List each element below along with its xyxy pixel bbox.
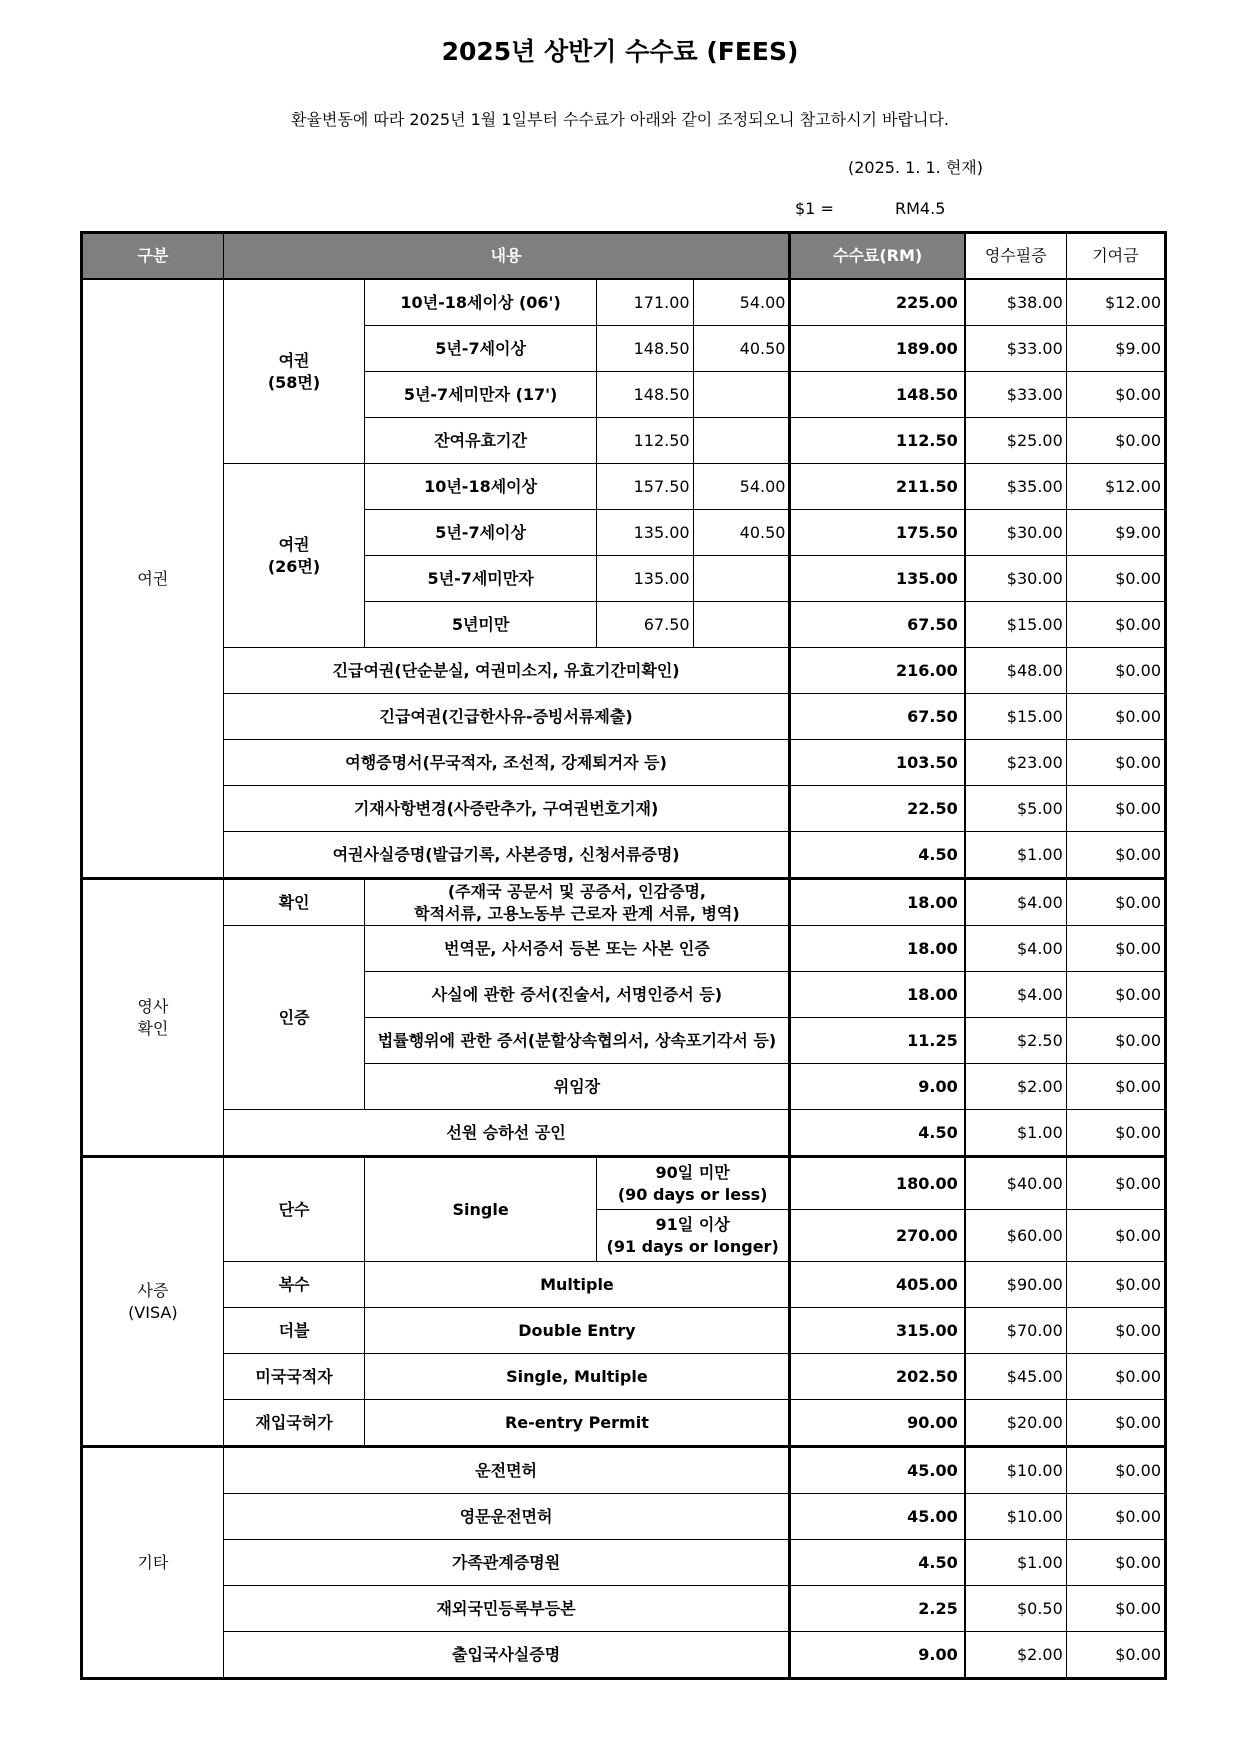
item-name: 5년미만 — [365, 602, 596, 648]
item-name: 5년-7세미만자 — [365, 556, 596, 602]
table-row — [82, 740, 1166, 786]
fee-rm: 189.00 — [790, 326, 965, 372]
receipt-stamp: $15.00 — [965, 602, 1067, 648]
item-name: 10년-18세이상 (06') — [365, 279, 596, 326]
subcategory-label: 재입국허가 — [223, 1400, 365, 1447]
contribution: $0.00 — [1066, 418, 1165, 464]
table-row — [82, 1308, 1166, 1354]
fee-rm: 2.25 — [790, 1586, 965, 1632]
contribution: $0.00 — [1066, 832, 1165, 879]
category-passport: 여권 — [82, 279, 224, 879]
page-title: 2025년 상반기 수수료 (FEES) — [441, 37, 799, 66]
header-contribution: 기여금 — [1066, 233, 1165, 280]
fee-rm: 18.00 — [790, 972, 965, 1018]
fee-rm: 45.00 — [790, 1447, 965, 1494]
fee-rm: 45.00 — [790, 1494, 965, 1540]
table-row — [82, 786, 1166, 832]
receipt-stamp: $25.00 — [965, 418, 1067, 464]
sub-fee-b — [693, 556, 790, 602]
item-name: 10년-18세이상 — [365, 464, 596, 510]
table-row — [82, 926, 1166, 972]
item-name: 법률행위에 관한 증서(분할상속협의서, 상속포기각서 등) — [365, 1018, 790, 1064]
table-row — [82, 1400, 1166, 1447]
contribution: $0.00 — [1066, 1632, 1165, 1679]
fee-rm: 18.00 — [790, 926, 965, 972]
subcategory-label: 더블 — [223, 1308, 365, 1354]
fee-rm: 103.50 — [790, 740, 965, 786]
header-category: 구분 — [82, 233, 224, 280]
sub-fee-b: 40.50 — [693, 326, 790, 372]
exchange-rate-usd: $1 = — [795, 199, 834, 218]
item-name: 사실에 관한 증서(진술서, 서명인증서 등) — [365, 972, 790, 1018]
fee-rm: 67.50 — [790, 694, 965, 740]
fee-rm: 202.50 — [790, 1354, 965, 1400]
fee-rm: 270.00 — [790, 1210, 965, 1262]
sub-fee-a: 112.50 — [596, 418, 693, 464]
sub-fee-a: 171.00 — [596, 279, 693, 326]
sub-fee-a: 148.50 — [596, 326, 693, 372]
item-name: 재외국민등록부등본 — [223, 1586, 790, 1632]
fee-rm: 216.00 — [790, 648, 965, 694]
table-row — [82, 879, 1166, 926]
sub-fee-b: 54.00 — [693, 464, 790, 510]
item-name: 기재사항변경(사증란추가, 구여권번호기재) — [223, 786, 790, 832]
contribution: $0.00 — [1066, 926, 1165, 972]
item-name: 영문운전면허 — [223, 1494, 790, 1540]
fee-rm: 112.50 — [790, 418, 965, 464]
category-visa: 사증 (VISA) — [82, 1157, 224, 1447]
receipt-stamp: $38.00 — [965, 279, 1067, 326]
receipt-stamp: $5.00 — [965, 786, 1067, 832]
item-name: 번역문, 사서증서 등본 또는 사본 인증 — [365, 926, 790, 972]
receipt-stamp: $48.00 — [965, 648, 1067, 694]
sub-fee-a: 135.00 — [596, 556, 693, 602]
subcategory-label: 복수 — [223, 1262, 365, 1308]
contribution: $0.00 — [1066, 1540, 1165, 1586]
subcategory-passport-58: 여권 (58면) — [223, 279, 365, 464]
fee-rm: 315.00 — [790, 1308, 965, 1354]
item-name: 91일 이상 (91 days or longer) — [596, 1210, 790, 1262]
sub-fee-a: 135.00 — [596, 510, 693, 556]
contribution: $0.00 — [1066, 740, 1165, 786]
fee-rm: 405.00 — [790, 1262, 965, 1308]
item-name: 5년-7세이상 — [365, 326, 596, 372]
receipt-stamp: $1.00 — [965, 832, 1067, 879]
receipt-stamp: $23.00 — [965, 740, 1067, 786]
item-name: 5년-7세이상 — [365, 510, 596, 556]
item-name: Double Entry — [365, 1308, 790, 1354]
contribution: $0.00 — [1066, 1308, 1165, 1354]
sub-fee-b: 40.50 — [693, 510, 790, 556]
table-row — [82, 1586, 1166, 1632]
receipt-stamp: $33.00 — [965, 372, 1067, 418]
contribution: $0.00 — [1066, 1210, 1165, 1262]
fee-rm: 4.50 — [790, 1540, 965, 1586]
receipt-stamp: $35.00 — [965, 464, 1067, 510]
item-name: 운전면허 — [223, 1447, 790, 1494]
fee-rm: 67.50 — [790, 602, 965, 648]
fee-rm: 148.50 — [790, 372, 965, 418]
item-name: 90일 미만 (90 days or less) — [596, 1157, 790, 1210]
item-name: 긴급여권(긴급한사유-증빙서류제출) — [223, 694, 790, 740]
contribution: $0.00 — [1066, 1586, 1165, 1632]
receipt-stamp: $4.00 — [965, 972, 1067, 1018]
receipt-stamp: $2.00 — [965, 1064, 1067, 1110]
contribution: $0.00 — [1066, 1447, 1165, 1494]
header-receipt: 영수필증 — [965, 233, 1067, 280]
table-row — [82, 648, 1166, 694]
contribution: $0.00 — [1066, 1494, 1165, 1540]
contribution: $0.00 — [1066, 1400, 1165, 1447]
contribution: $0.00 — [1066, 602, 1165, 648]
table-row — [82, 1494, 1166, 1540]
fee-rm: 9.00 — [790, 1064, 965, 1110]
contribution: $0.00 — [1066, 372, 1165, 418]
contribution: $0.00 — [1066, 556, 1165, 602]
fee-rm: 211.50 — [790, 464, 965, 510]
contribution: $0.00 — [1066, 1262, 1165, 1308]
receipt-stamp: $2.50 — [965, 1018, 1067, 1064]
contribution: $0.00 — [1066, 1064, 1165, 1110]
table-row — [82, 1540, 1166, 1586]
contribution: $0.00 — [1066, 786, 1165, 832]
fee-rm: 135.00 — [790, 556, 965, 602]
contribution: $0.00 — [1066, 972, 1165, 1018]
fee-rm: 225.00 — [790, 279, 965, 326]
contribution: $12.00 — [1066, 464, 1165, 510]
table-row — [82, 1354, 1166, 1400]
item-name: 여행증명서(무국적자, 조선적, 강제퇴거자 등) — [223, 740, 790, 786]
receipt-stamp: $10.00 — [965, 1447, 1067, 1494]
header-fee: 수수료(RM) — [790, 233, 965, 280]
receipt-stamp: $0.50 — [965, 1586, 1067, 1632]
subcategory-single: 단수 — [223, 1157, 365, 1262]
receipt-stamp: $2.00 — [965, 1632, 1067, 1679]
table-row — [82, 464, 1166, 510]
item-name: Multiple — [365, 1262, 790, 1308]
contribution: $0.00 — [1066, 1110, 1165, 1157]
sub-fee-a: 148.50 — [596, 372, 693, 418]
contribution: $9.00 — [1066, 326, 1165, 372]
subcategory-label: 미국국적자 — [223, 1354, 365, 1400]
table-row — [82, 1110, 1166, 1157]
table-row — [82, 1262, 1166, 1308]
contribution: $0.00 — [1066, 879, 1165, 926]
sub-fee-a: 157.50 — [596, 464, 693, 510]
table-row — [82, 832, 1166, 879]
contribution: $0.00 — [1066, 694, 1165, 740]
item-name: (주재국 공문서 및 공증서, 인감증명, 학적서류, 고용노동부 근로자 관계 서류, 병역) — [365, 879, 790, 926]
receipt-stamp: $60.00 — [965, 1210, 1067, 1262]
receipt-stamp: $1.00 — [965, 1540, 1067, 1586]
receipt-stamp: $33.00 — [965, 326, 1067, 372]
category-etc: 기타 — [82, 1447, 224, 1679]
fee-rm: 9.00 — [790, 1632, 965, 1679]
visa-type-single: Single — [365, 1157, 596, 1262]
fee-rm: 18.00 — [790, 879, 965, 926]
item-name: 잔여유효기간 — [365, 418, 596, 464]
fee-rm: 175.50 — [790, 510, 965, 556]
receipt-stamp: $15.00 — [965, 694, 1067, 740]
fee-rm: 90.00 — [790, 1400, 965, 1447]
table-header — [82, 233, 1166, 280]
receipt-stamp: $30.00 — [965, 556, 1067, 602]
receipt-stamp: $4.00 — [965, 879, 1067, 926]
category-consular: 영사 확인 — [82, 879, 224, 1157]
fee-table — [80, 231, 1167, 1680]
fee-rm: 22.50 — [790, 786, 965, 832]
subcategory-notary: 인증 — [223, 926, 365, 1110]
receipt-stamp: $70.00 — [965, 1308, 1067, 1354]
header-content: 내용 — [223, 233, 790, 280]
fee-rm: 11.25 — [790, 1018, 965, 1064]
receipt-stamp: $90.00 — [965, 1262, 1067, 1308]
item-name: 선원 승하선 공인 — [223, 1110, 790, 1157]
receipt-stamp: $4.00 — [965, 926, 1067, 972]
contribution: $9.00 — [1066, 510, 1165, 556]
item-name: 가족관계증명원 — [223, 1540, 790, 1586]
fee-rm: 4.50 — [790, 1110, 965, 1157]
contribution: $12.00 — [1066, 279, 1165, 326]
item-name: 긴급여권(단순분실, 여권미소지, 유효기간미확인) — [223, 648, 790, 694]
subcategory-passport-26: 여권 (26면) — [223, 464, 365, 648]
subcategory-confirm: 확인 — [223, 879, 365, 926]
receipt-stamp: $30.00 — [965, 510, 1067, 556]
receipt-stamp: $10.00 — [965, 1494, 1067, 1540]
receipt-stamp: $40.00 — [965, 1157, 1067, 1210]
contribution: $0.00 — [1066, 1354, 1165, 1400]
table-row — [82, 279, 1166, 326]
receipt-stamp: $45.00 — [965, 1354, 1067, 1400]
contribution: $0.00 — [1066, 1018, 1165, 1064]
receipt-stamp: $20.00 — [965, 1400, 1067, 1447]
contribution: $0.00 — [1066, 1157, 1165, 1210]
exchange-rate-rm: RM4.5 — [895, 199, 946, 218]
fee-rm: 180.00 — [790, 1157, 965, 1210]
receipt-stamp: $1.00 — [965, 1110, 1067, 1157]
sub-fee-b — [693, 418, 790, 464]
sub-fee-a: 67.50 — [596, 602, 693, 648]
item-name: Single, Multiple — [365, 1354, 790, 1400]
contribution: $0.00 — [1066, 648, 1165, 694]
item-name: Re-entry Permit — [365, 1400, 790, 1447]
sub-fee-b: 54.00 — [693, 279, 790, 326]
as-of-date: (2025. 1. 1. 현재) — [848, 158, 983, 177]
item-name: 출입국사실증명 — [223, 1632, 790, 1679]
sub-fee-b — [693, 602, 790, 648]
item-name: 여권사실증명(발급기록, 사본증명, 신청서류증명) — [223, 832, 790, 879]
item-name: 5년-7세미만자 (17') — [365, 372, 596, 418]
table-row — [82, 694, 1166, 740]
item-name: 위임장 — [365, 1064, 790, 1110]
table-row — [82, 1447, 1166, 1494]
table-row — [82, 1632, 1166, 1679]
table-row — [82, 1157, 1166, 1210]
sub-fee-b — [693, 372, 790, 418]
fee-rm: 4.50 — [790, 832, 965, 879]
notice-text: 환율변동에 따라 2025년 1월 1일부터 수수료가 아래와 같이 조정되오니 참고하시기 바랍니다. — [291, 110, 949, 129]
